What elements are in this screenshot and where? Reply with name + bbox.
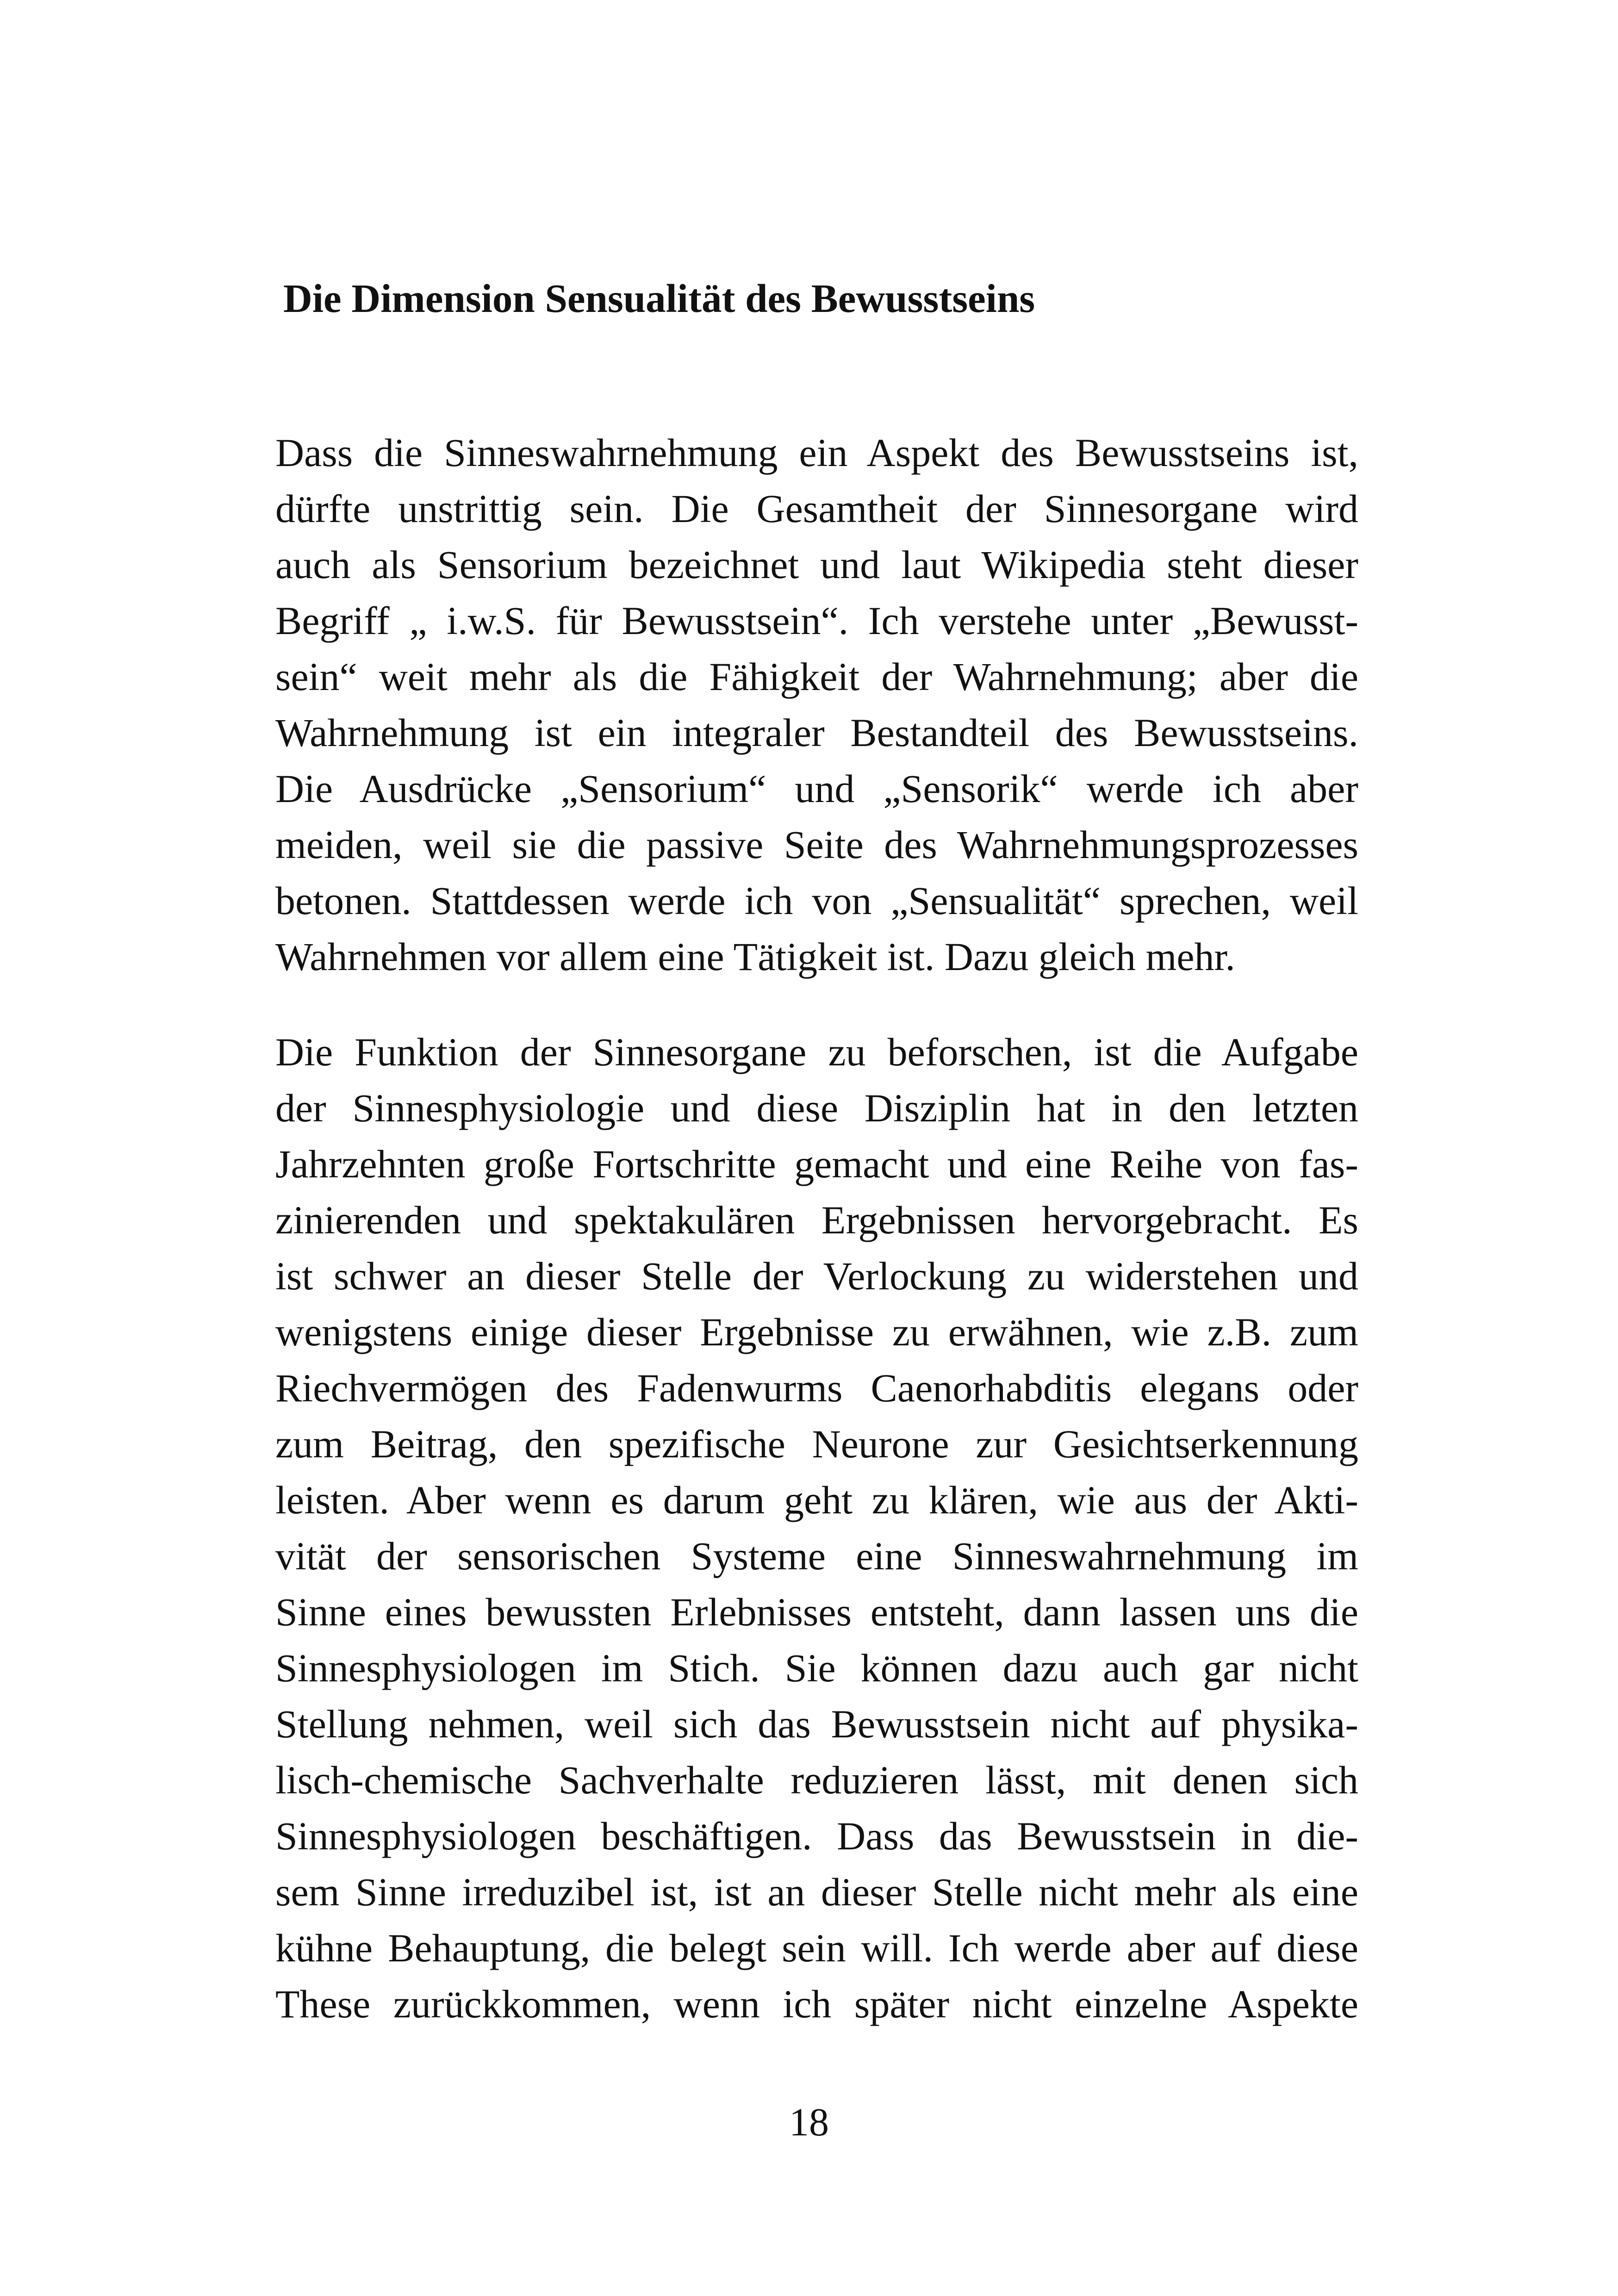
text-line: zum Beitrag, den spezifische Neurone zur Gesichtserkennung (275, 1422, 1358, 1466)
text-line: Sinnesphysiologen im Stich. Sie können dazu auch gar nicht (275, 1646, 1358, 1690)
text-line: Sinnesphysiologen beschäftigen. Dass das Bewusstsein in die- (275, 1814, 1358, 1858)
page-number: 18 (789, 2100, 829, 2144)
text-line: wenigstens einige dieser Ergebnisse zu erwähnen, wie z.B. zum (275, 1310, 1358, 1354)
text-line: Jahrzehnten große Fortschritte gemacht und eine Reihe von fas- (275, 1142, 1358, 1186)
text-line: Sinne eines bewussten Erlebnisses entsteht, dann lassen uns die (275, 1590, 1358, 1634)
text-line: kühne Behauptung, die belegt sein will. Ich werde aber auf diese (275, 1926, 1358, 1970)
text-line: sem Sinne irreduzibel ist, ist an dieser Stelle nicht mehr als eine (275, 1870, 1358, 1914)
body-text (275, 425, 1358, 2032)
paragraph-1 (275, 425, 1358, 985)
text-line: lisch-chemische Sachverhalte reduzieren lässt, mit denen sich (275, 1758, 1358, 1802)
text-line: ist schwer an dieser Stelle der Verlockung zu widerstehen und (275, 1254, 1358, 1298)
text-line: zinierenden und spektakulären Ergebnissen hervorgebracht. Es (275, 1198, 1358, 1242)
text-line: der Sinnesphysiologie und diese Disziplin hat in den letzten (275, 1086, 1358, 1130)
text-line: Die Ausdrücke „Sensorium“ und „Sensorik“ werde ich aber (275, 766, 1358, 811)
text-line: Dass die Sinneswahrnehmung ein Aspekt des Bewusstseins ist, (275, 430, 1358, 475)
text-line: sein“ weit mehr als die Fähigkeit der Wahrnehmung; aber die (275, 654, 1358, 699)
text-line: auch als Sensorium bezeichnet und laut Wikipedia steht dieser (275, 542, 1358, 587)
text-line: Die Funktion der Sinnesorgane zu beforschen, ist die Aufgabe (275, 1030, 1358, 1074)
text-line: Wahrnehmung ist ein integraler Bestandteil des Bewusstseins. (275, 710, 1358, 755)
text-line: vität der sensorischen Systeme eine Sinneswahrnehmung im (275, 1534, 1358, 1578)
paragraph-2 (275, 1024, 1358, 2032)
text-line: betonen. Stattdessen werde ich von „Sensualität“ sprechen, weil (275, 878, 1358, 923)
paragraph-spacer (275, 985, 1358, 1024)
text-line: Riechvermögen des Fadenwurms Caenorhabditis elegans oder (275, 1366, 1358, 1410)
text-line: These zurückkommen, wenn ich später nicht einzelne Aspekte (275, 1982, 1358, 2026)
text-line: Wahrnehmen vor allem eine Tätigkeit ist. Dazu gleich mehr. (275, 934, 1235, 979)
text-line: Begriff „ i.w.S. für Bewusstsein“. Ich verstehe unter „Bewusst- (275, 598, 1358, 643)
text-line: Stellung nehmen, weil sich das Bewusstsein nicht auf physika- (275, 1702, 1358, 1746)
text-line: leisten. Aber wenn es darum geht zu klären, wie aus der Akti- (275, 1478, 1358, 1522)
text-line: meiden, weil sie die passive Seite des Wahrnehmungsprozesses (275, 822, 1358, 867)
text-line: dürfte unstrittig sein. Die Gesamtheit der Sinnesorgane wird (275, 486, 1358, 531)
section-heading: Die Dimension Sensualität des Bewusstseins (283, 276, 1035, 321)
